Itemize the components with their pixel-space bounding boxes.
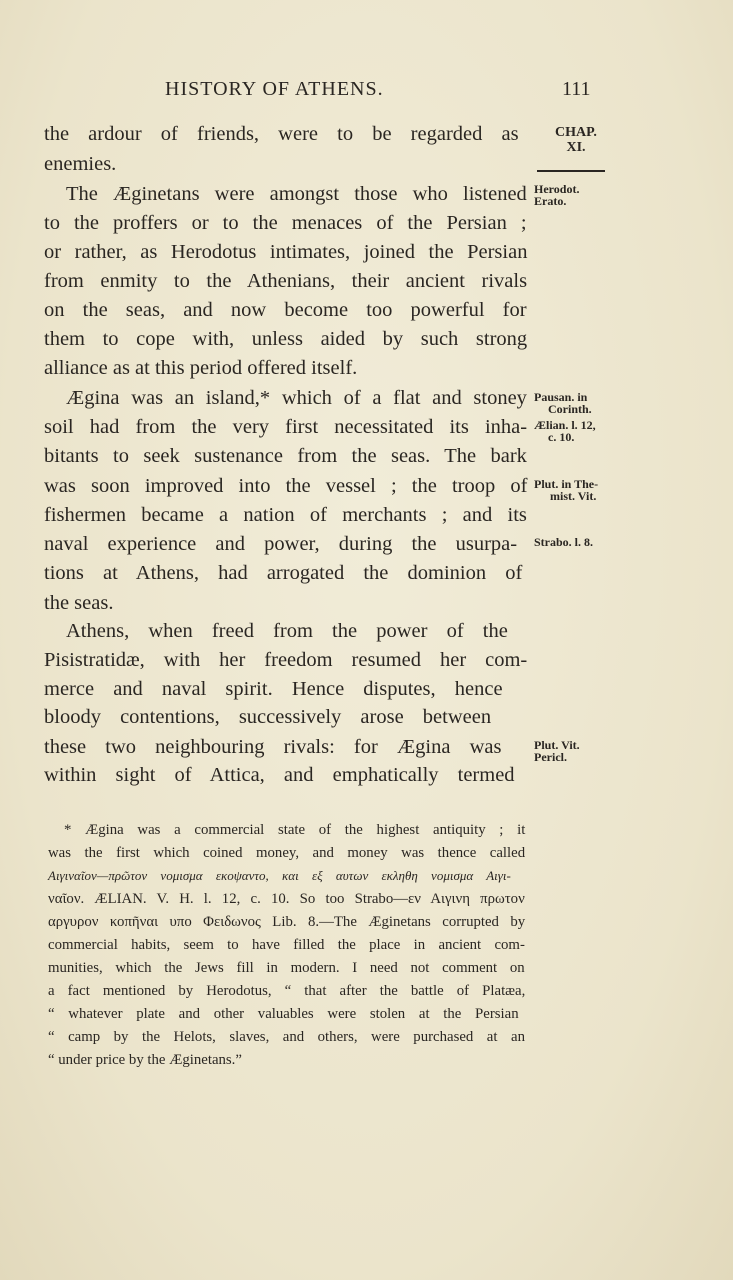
page-header	[0, 78, 733, 108]
text-line: naval experience and power, during the usurpa-	[44, 533, 518, 555]
chapter-marker	[546, 125, 606, 155]
footnote-line: munities, which the Jews fill in modern. I need not comment on	[48, 960, 525, 976]
footnote-line: a fact mentioned by Herodotus, “ that after the battle of Platæa,	[48, 983, 526, 999]
margin-note-strabo: Strabo. l. 8.	[534, 535, 594, 549]
footnote-line: Αιγιναῖον—πρῶτον νομισμα εκοψαντο, και εξ αυτων εκληθη νομισμα Αιγι-	[48, 868, 511, 883]
text-line: alliance as at this period offered itself.	[44, 357, 358, 379]
text-line: on the seas, and now become too powerful for	[44, 299, 527, 321]
text-line: bitants to seek sustenance from the seas. The bark	[44, 445, 527, 467]
text-line: or rather, as Herodotus intimates, joined the Persian	[44, 241, 528, 263]
text-line: enemies.	[44, 153, 117, 175]
text-line: to the proffers or to the menaces of the Persian ;	[44, 212, 527, 234]
chapter-rule	[537, 170, 605, 172]
margin-note-plut-pericl: Plut. Vit. Pericl.	[534, 738, 580, 764]
text-line: tions at Athens, had arrogated the dominion of	[44, 562, 523, 584]
footnote-line: ναῖον. ÆLIAN. V. H. l. 12, c. 10. So too Strabo—εν Αιγινη πρωτον	[48, 891, 525, 907]
text-line: the ardour of friends, were to be regarded as	[44, 123, 519, 145]
text-line: bloody contentions, successively arose between	[44, 706, 492, 728]
running-title: HISTORY OF ATHENS.	[165, 78, 384, 100]
text-line: from enmity to the Athenians, their ancient rivals	[44, 270, 528, 292]
text-line: The Æginetans were amongst those who listened	[66, 183, 527, 205]
margin-note-plut-themist: Plut. in The- mist. Vit.	[534, 477, 599, 503]
footnote-line: was the first which coined money, and money was thence called	[48, 845, 526, 861]
footnote-line: αργυρον κοπῆναι υπο Φειδωνος Lib. 8.—The Æginetans corrupted by	[48, 914, 526, 930]
text-line: merce and naval spirit. Hence disputes, hence	[44, 678, 503, 700]
text-line: them to cope with, unless aided by such strong	[44, 328, 528, 350]
text-line: the seas.	[44, 592, 114, 614]
margin-note-aelian: Ælian. l. 12, c. 10.	[534, 418, 596, 444]
text-line: Pisistratidæ, with her freedom resumed her com-	[44, 649, 528, 671]
margin-note-herodot: Herodot. Erato.	[534, 182, 580, 208]
footnote-line: * Ægina was a commercial state of the highest antiquity ; it	[64, 822, 526, 838]
footnote-line: commercial habits, seem to have filled the place in ancient com-	[48, 937, 525, 953]
margin-note-pausan: Pausan. in Corinth.	[534, 390, 592, 416]
text-line: soil had from the very first necessitated its inha-	[44, 416, 528, 438]
footnote-line: “ under price by the Æginetans.”	[48, 1052, 242, 1068]
text-line: Athens, when freed from the power of the	[66, 620, 508, 642]
text-line: Ægina was an island,* which of a flat and stoney	[66, 387, 527, 409]
footnote-line: “ camp by the Helots, slaves, and others, were purchased at an	[48, 1029, 525, 1045]
footnote-line: “ whatever plate and other valuables were stolen at the Persian	[48, 1006, 519, 1022]
text-line: fishermen became a nation of merchants ; and its	[44, 504, 527, 526]
page-number: 111	[562, 78, 591, 100]
text-line: within sight of Attica, and emphatically termed	[44, 764, 515, 786]
text-line: was soon improved into the vessel ; the troop of	[44, 475, 528, 497]
text-line: these two neighbouring rivals: for Ægina was	[44, 736, 502, 758]
chapter-number: XI.	[566, 140, 586, 155]
chapter-label: CHAP.	[555, 125, 597, 140]
